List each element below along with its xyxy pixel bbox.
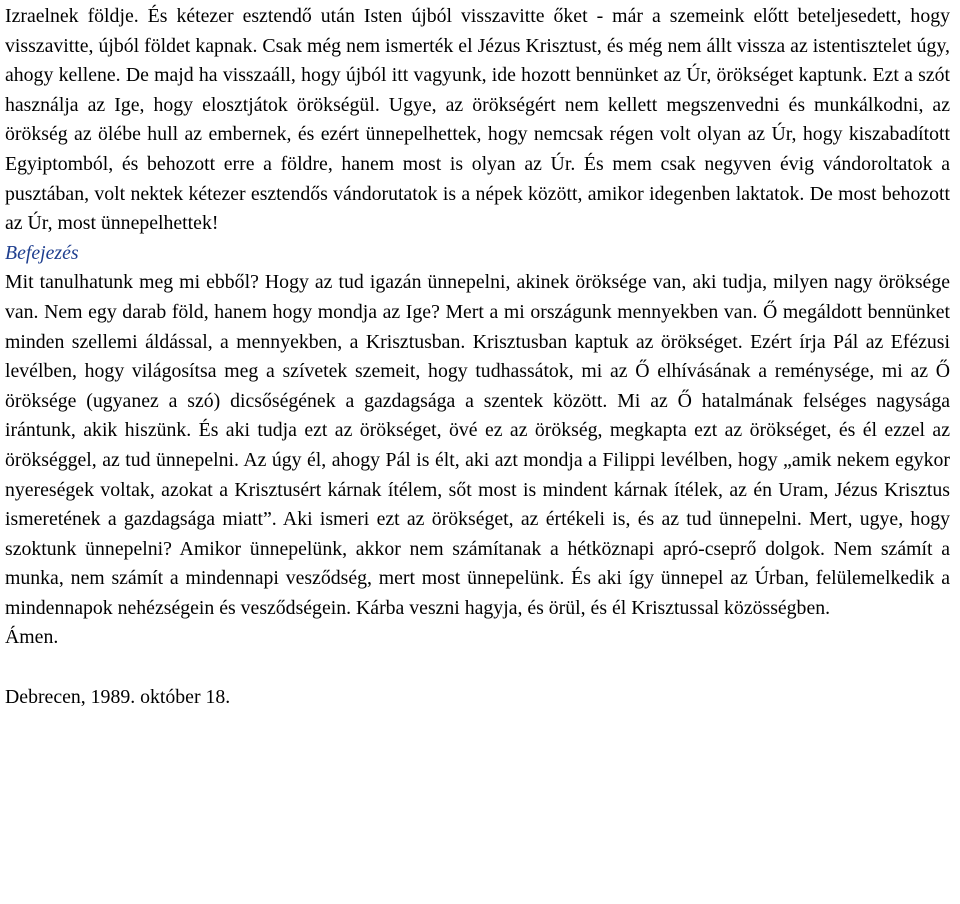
date-line: Debrecen, 1989. október 18. [5, 685, 231, 708]
blank-line [5, 653, 950, 683]
section-heading: Befejezés [5, 241, 79, 264]
amen-line: Ámen. [5, 626, 59, 649]
body-paragraph-2: Mit tanulhatunk meg mi ebből? Hogy az tud igazán ünnepelni, akinek öröksége van, aki tudja, milyen nagy öröksége van. Nem egy darab föld, hanem hogy mondja az Ige? Mert a mi országunk mennyekben van. Ő megáldott bennünket minden szellemi áldással, a mennyekben, a Krisztusban. Krisztusban kaptuk az örökséget. Ezért írja Pál az Efézusi levélben, hogy világosítsa meg a szívetek szemeit, hogy tudhassátok, mi az Ő elhívásának a reménysége, mi az Ő öröksége (ugyanez a szó) dicsőségének a gazdagsága a szentek között. Mi az Ő hatalmának felséges nagysága irántunk, akik hiszünk. És aki tudja ezt az örökséget, övé ez az örökség, megkapta ezt az örökséget, és él ezzel az örökséggel, az tud ünnepelni. Az úgy él, ahogy Pál is élt, aki azt mondja a Filippi levélben, hogy „amik nekem egykor nyereségek voltak, azokat a Krisztusért kárnak ítélem, sőt most is mindent kárnak ítélek, az én Uram, Jézus Krisztus ismeretének a gazdagsága miatt”. Aki ismeri ezt az örökséget, az értékeli is, és az tud ünnepelni. Mert, ugye, hogy szoktunk ünnepelni? Amikor ünnepelünk, akkor nem számítanak a hétköznapi apró-cseprő dolgok. Nem számít a munka, nem számít a mindennapi vesződség, mert most ünnepelünk. És aki így ünnepel az Úrban, felülemelkedik a mindennapok nehézségein és vesződségein. Kárba veszni hagyja, és örül, és él Krisztussal közösségben. [5, 271, 950, 619]
body-paragraph-1: Izraelnek földje. És kétezer esztendő után Isten újból visszavitte őket - már a szemeink előtt beteljesedett, hogy visszavitte, újból földet kapnak. Csak még nem ismerték el Jézus Krisztust, és még nem állt vissza az istentisztelet úgy, ahogy kellene. De majd ha visszaáll, hogy újból itt vagyunk, ide hozott bennünket az Úr, örökséget kaptunk. Ezt a szót használja az Ige, hogy elosztjátok örökségül. Ugye, az örökségért nem kellett megszenvedni és munkálkodni, az örökség az ölébe hull az embernek, és ezért ünnepelhettek, hogy nemcsak régen volt olyan az Úr, hogy kiszabadított Egyiptomból, és behozott erre a földre, hanem most is olyan az Úr. És mem csak negyven évig vándoroltatok a pusztában, volt nektek kétezer esztendős vándorutatok is a népek között, amikor idegenben laktatok. De most behozott az Úr, most ünnepelhettek! [5, 5, 950, 235]
